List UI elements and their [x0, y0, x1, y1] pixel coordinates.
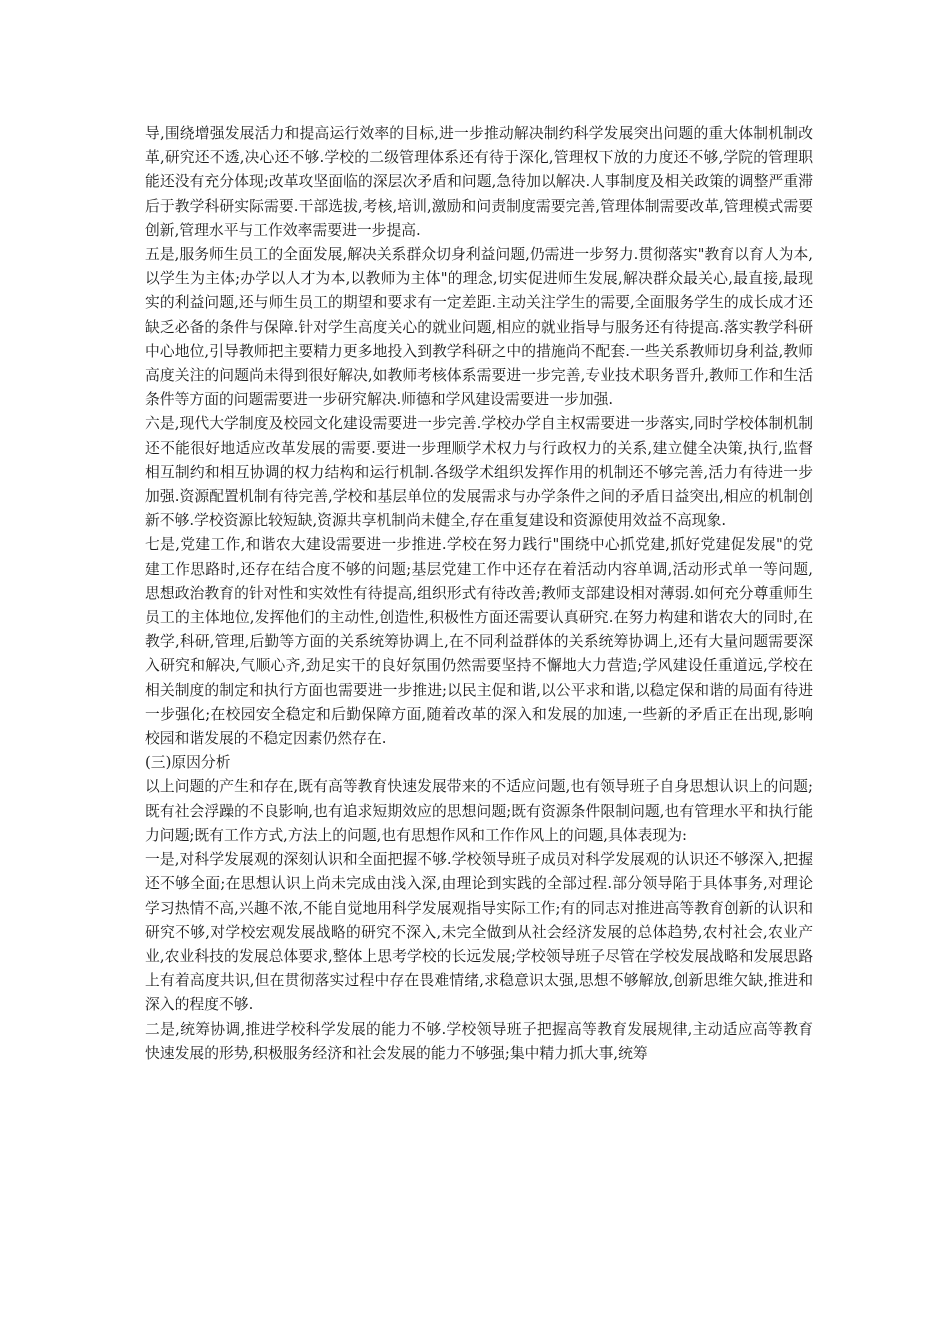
section-heading-cause-analysis: (三)原因分析: [145, 754, 231, 772]
paragraph-point-six: 六是,现代大学制度及校园文化建设需要进一步完善.学校办学自主权需要进一步落实,同时学校体制机制还不能很好地适应改革发展的需要.要进一步理顺学术权力与行政权力的关系,建立健全决策,执行,监督相互制约和相互协调的权力结构和运行机制.各级学术组织发挥作用的机制还不够完善,活力有待进一步加强.资源配置机制有待完善,学校和基层单位的发展需求与办学条件之间的矛盾日益突出,相应的机制创新不够.学校资源比较短缺,资源共享机制尚未健全,存在重复建设和资源使用效益不高现象.: [145, 415, 813, 530]
paragraph-cause-two: 二是,统筹协调,推进学校科学发展的能力不够.学校领导班子把握高等教育发展规律,主动适应高等教育快速发展的形势,积极服务经济和社会发展的能力不够强;集中精力抓大事,统筹: [145, 1020, 813, 1062]
document-body: [145, 122, 813, 1066]
paragraph-reform-continued: 导,围绕增强发展活力和提高运行效率的目标,进一步推动解决制约科学发展突出问题的重大体制机制改革,研究还不透,决心还不够.学校的二级管理体系还有待于深化,管理权下放的力度还不够,学院的管理职能还没有充分体现;改革攻坚面临的深层次矛盾和问题,急待加以解决.人事制度及相关政策的调整严重滞后于教学科研实际需要.干部选拔,考核,培训,激励和问责制度需要完善,管理体制需要改革,管理模式需要创新,管理水平与工作效率需要进一步提高.: [145, 125, 813, 239]
paragraph-cause-intro: 以上问题的产生和存在,既有高等教育快速发展带来的不适应问题,也有领导班子自身思想认识上的问题;既有社会浮躁的不良影响,也有追求短期效应的思想问题;既有资源条件限制问题,也有管理水平和执行能力问题;既有工作方式,方法上的问题,也有思想作风和工作作风上的问题,具体表现为:: [145, 778, 813, 844]
paragraph-point-seven: 七是,党建工作,和谐农大建设需要进一步推进.学校在努力践行"围绕中心抓党建,抓好党建促发展"的党建工作思路时,还存在结合度不够的问题;基层党建工作中还存在着活动内容单调,活动形式单一等问题,思想政治教育的针对性和实效性有待提高,组织形式有待改善;教师支部建设相对薄弱.如何充分尊重师生员工的主体地位,发挥他们的主动性,创造性,积极性方面还需要认真研究.在努力构建和谐农大的同时,在教学,科研,管理,后勤等方面的关系统筹协调上,在不同利益群体的关系统筹协调上,还有大量问题需要深入研究和解决,气顺心齐,劲足实干的良好氛围仍然需要坚持不懈地大力营造;学风建设任重道远,学校在相关制度的制定和执行方面也需要进一步推进;以民主促和谐,以公平求和谐,以稳定保和谐的局面有待进一步强化;在校园安全稳定和后勤保障方面,随着改革的深入和发展的加速,一些新的矛盾正在出现,影响校园和谐发展的不稳定因素仍然存在.: [145, 536, 813, 748]
paragraph-cause-one: 一是,对科学发展观的深刻认识和全面把握不够.学校领导班子成员对科学发展观的认识还不够深入,把握还不够全面;在思想认识上尚未完成由浅入深,由理论到实践的全部过程.部分领导陷于具体事务,对理论学习热情不高,兴趣不浓,不能自觉地用科学发展观指导实际工作;有的同志对推进高等教育创新的认识和研究不够,对学校宏观发展战略的研究不深入,未完全做到从社会经济发展的总体趋势,农村社会,农业产业,农业科技的发展总体要求,整体上思考学校的长远发展;学校领导班子尽管在学校发展战略和发展思路上有着高度共识,但在贯彻落实过程中存在畏难情绪,求稳意识太强,思想不够解放,创新思维欠缺,推进和深入的程度不够.: [145, 851, 813, 1014]
paragraph-point-five: 五是,服务师生员工的全面发展,解决关系群众切身利益问题,仍需进一步努力.贯彻落实"教育以育人为本,以学生为主体;办学以人才为本,以教师为主体"的理念,切实促进师生发展,解决群众最关心,最直接,最现实的利益问题,还与师生员工的期望和要求有一定差距.主动关注学生的需要,全面服务学生的成长成才还缺乏必备的条件与保障.针对学生高度关心的就业问题,相应的就业指导与服务还有待提高.落实教学科研中心地位,引导教师把主要精力更多地投入到教学科研之中的措施尚不配套.一些关系教师切身利益,教师高度关注的问题尚未得到很好解决,如教师考核体系需要进一步完善,专业技术职务晋升,教师工作和生活条件等方面的问题需要进一步研究解决.师德和学风建设需要进一步加强.: [145, 246, 813, 409]
